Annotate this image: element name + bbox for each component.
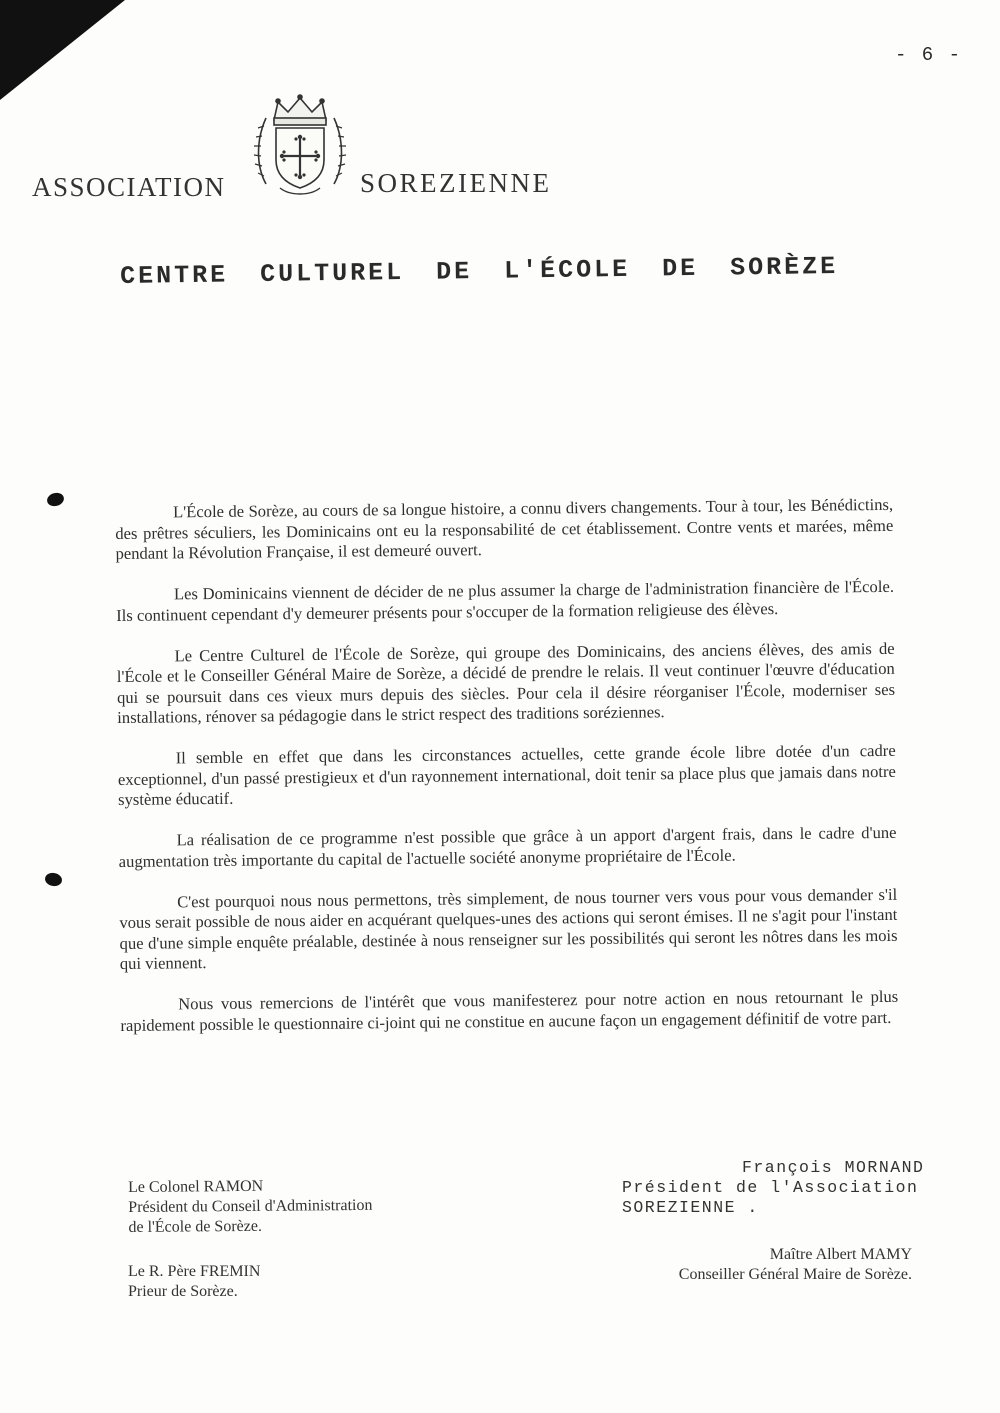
association-name-right: SOREZIENNE [360, 168, 552, 198]
paragraph-history: L'École de Sorèze, au cours de sa longue histoire, a connu divers changements. Tour à tour, les Bénédictins, des prêtres séculiers, les Dominicains ont eu la responsabilité de cet établissement. Contre vents et marées, même pendant la Révolution Française, il est demeuré ouvert. [115, 494, 894, 563]
document-title: CENTRE CULTUREL DE L'ÉCOLE DE SORÈZE [120, 251, 839, 291]
signature-mamy [622, 1245, 912, 1285]
binder-hole-bottom [44, 872, 63, 888]
scan-corner-shadow [0, 0, 125, 100]
paragraph-remerciements: Nous vous remercions de l'intérêt que vous manifesterez pour notre action en nous retournant le plus rapidement possible le questionnaire ci-joint qui ne constitue en aucune façon un engagement définitif de votre part. [120, 986, 899, 1035]
association-name-left: ASSOCIATION [32, 172, 226, 202]
page-number: - 6 - [895, 44, 963, 66]
paragraph-dominicains: Les Dominicains viennent de décider de ne plus assumer la charge de l'administration financière de l'École. Ils continuent cependant d'y demeurer présents pour s'occuper de la formation religieuse des élèves. [116, 576, 895, 625]
signature-mamy-name: Maître Albert MAMY [769, 1246, 912, 1263]
signature-mornand [622, 1158, 952, 1218]
paragraph-centre-culturel: Le Centre Culturel de l'École de Sorèze, qui groupe des Dominicains, des anciens élèves, des amis de l'École et le Conseiller Général Maire de Sorèze, a décidé de prendre le relais. Il veut continuer l'œuvre d'éducation qui se poursuit dans ces vieux murs depuis des siècles. Pour cela il désire réorganiser l'École, moderniser ses installations, rénover sa pédagogie dans le strict respect des traditions soréziennes. [116, 638, 896, 727]
signature-ramon-name: Le Colonel RAMON [128, 1177, 264, 1196]
coat-of-arms-seal-icon [252, 88, 348, 198]
signature-fremin [128, 1262, 260, 1302]
paragraph-demande: C'est pourquoi nous nous permettons, très simplement, de nous tourner vers vous pour vous demander s'il vous serait possible de nous aider en acquérant quelques-unes des actions qui seront émises. Il ne s'agit pour l'instant que d'une simple enquête préalable, destinée à nous renseigner sur les possibilités qui seront les nôtres dans les mois qui viennent. [119, 884, 898, 973]
signature-ramon-title: Président du Conseil d'Administration [128, 1196, 373, 1216]
signature-ramon-title-2: de l'École de Sorèze. [128, 1217, 262, 1236]
paragraph-programme: La réalisation de ce programme n'est possible que grâce à un apport d'argent frais, dans le cadre d'une augmentation très importante du capital de l'actuelle société anonyme propriétaire de l'École. [118, 822, 897, 871]
signature-mornand-title: Président de l'Association [622, 1178, 919, 1197]
signature-ramon [128, 1176, 373, 1238]
letter-body [115, 495, 899, 1057]
paragraph-circonstances: Il semble en effet que dans les circonstances actuelles, cette grande école libre dotée d'un cadre exceptionnel, d'un passé prestigieux et d'un rayonnement international, doit tenir sa place plus que jamais dans notre système éducatif. [117, 740, 896, 809]
signature-fremin-name: Le R. Père FREMIN [128, 1263, 261, 1280]
signature-mornand-title-2: SOREZIENNE . [622, 1198, 759, 1217]
signature-mamy-title: Conseiller Général Maire de Sorèze. [678, 1266, 912, 1283]
signature-fremin-title: Prieur de Sorèze. [128, 1283, 238, 1300]
signature-mornand-name: François MORNAND [742, 1158, 925, 1177]
binder-hole-top [46, 491, 66, 508]
